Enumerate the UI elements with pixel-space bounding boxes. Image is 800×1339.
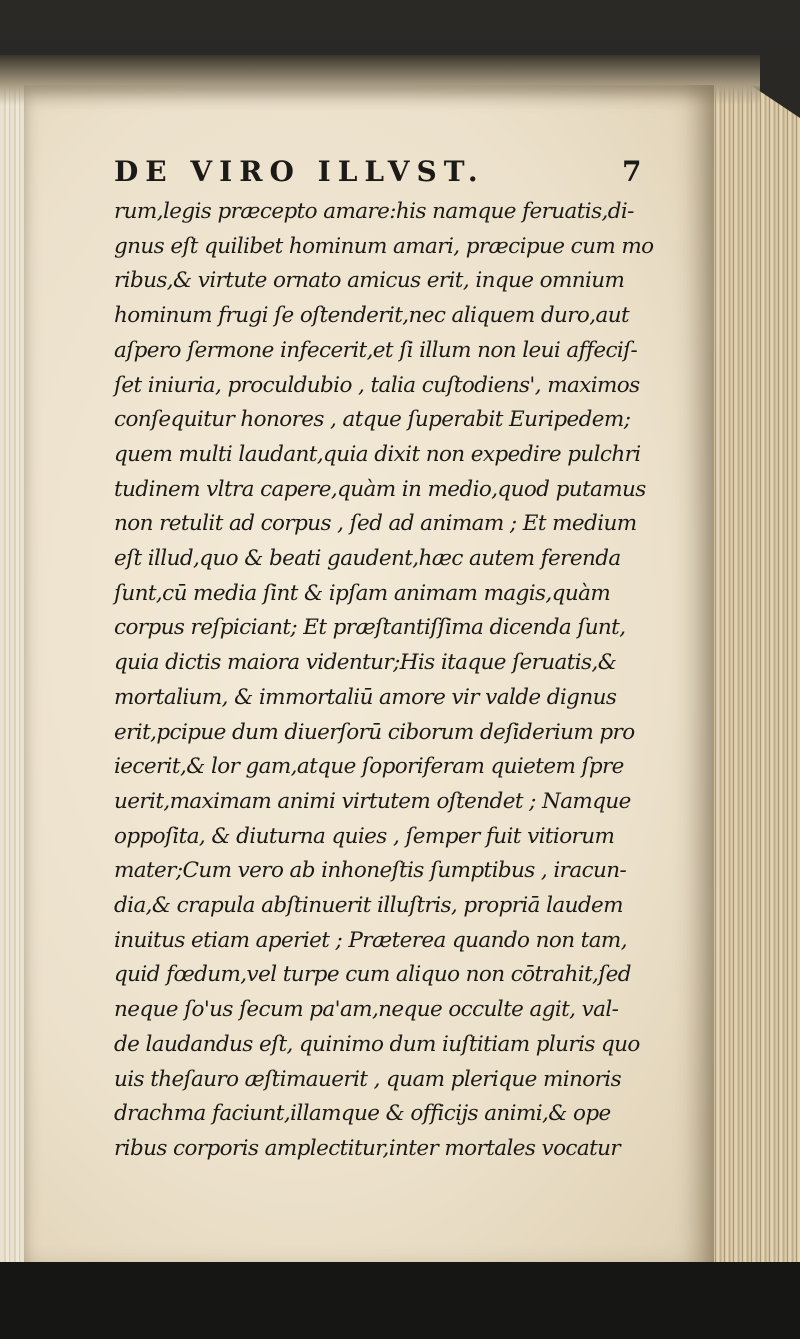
text-line: dia,& crapula abſtinuerit illuſtris, propriā laudem xyxy=(114,893,623,919)
running-head-title: DE VIRO ILLVST. xyxy=(114,155,485,188)
text-line: erit,pcipue dum diuerſorū ciborum deſiderium pro xyxy=(114,719,635,745)
text-line: gnus eſt quilibet hominum amari, præcipue cum mo xyxy=(114,233,654,259)
text-block xyxy=(114,155,714,1167)
text-line: non retulit ad corpus , ſed ad animam ; Et medium xyxy=(114,511,637,537)
text-line: hominum frugi ſe oſtenderit,nec aliquem duro,aut xyxy=(114,303,630,329)
text-line: conſequitur honores , atque ſuperabit Euripedem; xyxy=(114,407,631,433)
text-line: ſet iniuria, proculdubio , talia cuſtodiens', maximos xyxy=(114,372,640,398)
text-line: mortalium, & immortaliū amore vir valde dignus xyxy=(114,684,617,710)
text-line: aſpero ſermone infecerit,et ſi illum non leui affeciſ- xyxy=(114,337,638,363)
text-line: uerit,maximam animi virtutem oſtendet ; Namque xyxy=(114,788,631,814)
text-line: mater;Cum vero ab inhoneſtis ſumptibus , iracun- xyxy=(114,858,627,884)
text-line: quid fœdum,vel turpe cum aliquo non cōtrahit,ſed xyxy=(114,962,631,988)
text-line: neque ſo'us ſecum pa'am,neque occulte agit, val- xyxy=(114,997,619,1023)
text-line: corpus reſpiciant; Et præſtantiſſima dicenda ſunt, xyxy=(114,615,626,641)
text-line: ribus,& virtute ornato amicus erit, inque omnium xyxy=(114,268,625,294)
text-line: ſunt,cū media ſint & ipſam animam magis,quàm xyxy=(114,580,611,606)
text-line: iecerit,& lor gam,atque ſoporiferam quietem ſpre xyxy=(114,754,624,780)
text-line: ribus corporis amplectitur,inter mortales vocatur xyxy=(114,1135,621,1161)
text-line: quia dictis maiora videntur;His itaque ſeruatis,& xyxy=(114,650,617,676)
text-line: eſt illud,quo & beati gaudent,hæc autem ferenda xyxy=(114,546,621,572)
text-line: quem multi laudant,quia dixit non expedire pulchri xyxy=(114,441,641,467)
page-number: 7 xyxy=(622,155,649,188)
body-text xyxy=(114,195,714,1167)
text-line: tudinem vltra capere,quàm in medio,quod putamus xyxy=(114,476,646,502)
text-line: uis theſauro æſtimauerit , quam plerique minoris xyxy=(114,1066,622,1092)
book-page xyxy=(24,85,714,1270)
text-line: rum,legis præcepto amare:his namque feruatis,di- xyxy=(114,199,634,224)
text-line: drachma faciunt,illamque & officijs animi,& ope xyxy=(114,1101,611,1127)
text-line: de laudandus eſt, quinimo dum iuſtitiam pluris quo xyxy=(114,1031,640,1057)
bottom-shadow xyxy=(0,1262,800,1339)
running-head xyxy=(114,155,714,195)
text-line: oppoſita, & diuturna quies , ſemper fuit vitiorum xyxy=(114,823,615,849)
text-line: inuitus etiam aperiet ; Præterea quando non tam, xyxy=(114,927,627,953)
